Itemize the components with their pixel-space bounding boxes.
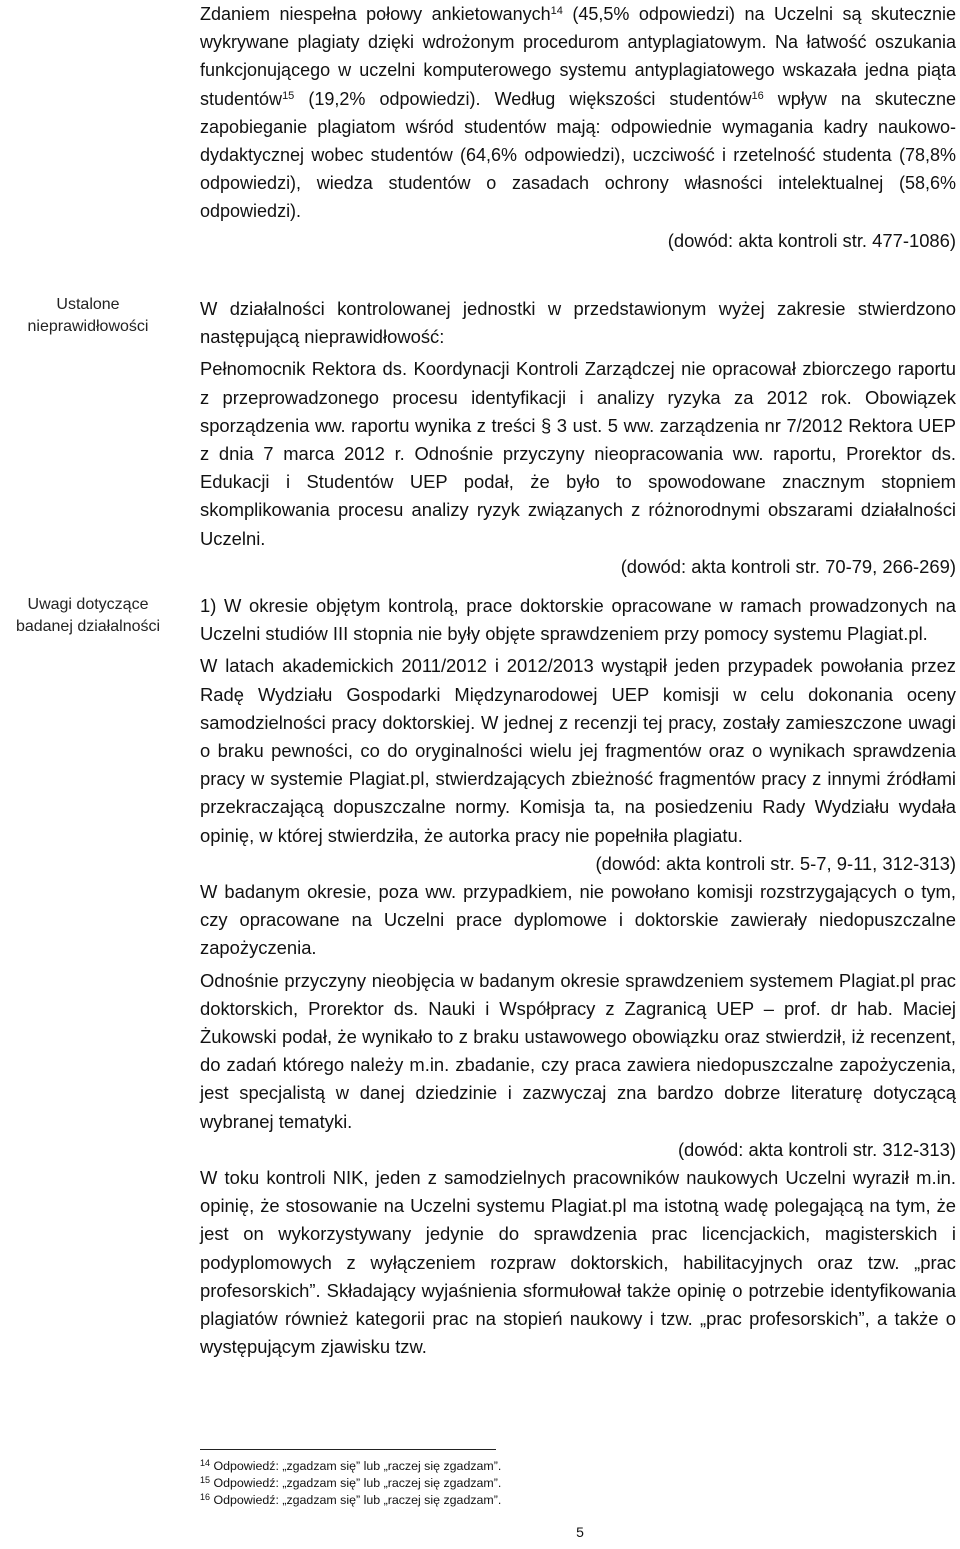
- footnote-ref-16: 16: [751, 89, 764, 102]
- findings-source: (dowód: akta kontroli str. 70-79, 266-269): [620, 555, 956, 577]
- remarks-paragraph-3: W badanym okresie, poza ww. przypadkiem, nie powołano komisji rozstrzygających o tym, czy opracowane na Uczelni prace dyplomowe i doktorskie zawierały niedopuszczalne zapożyczenia.: [200, 881, 956, 959]
- intro-text-2: (45,5% odpowiedzi) na Uczelni są skutecznie wykrywane plagiaty dzięki wdrożonym procedurom antyplagiatowym. Na łatwość oszukania funkcjonującego w uczelni komputerowego systemu antyplagiatowego wskazała jedna piąta studentów: [200, 4, 956, 109]
- side-label-remarks: Uwagi dotyczące badanej działalności: [15, 596, 161, 635]
- footnote-item: [200, 1492, 900, 1509]
- footnote-ref-15: 15: [282, 89, 295, 102]
- remarks-section: [200, 592, 956, 1361]
- remarks-paragraph-2: W latach akademickich 2011/2012 i 2012/2013 wystąpił jeden przypadek powołania przez Radę Wydziału Gospodarki Międzynarodowej UEP komisji w celu dokonania oceny samodzielności pracy doktorskiej. W jednej z recenzji tej pracy, zostały zamieszczone uwagi o braku pewności, co do oryginalności wielu jej fragmentów oraz o wynikach sprawdzenia pracy w systemie Plagiat.pl, stwierdzających zbieżność fragmentów pracy z innymi źródłami przekraczającą dopuszczalne normy. Komisja ta, na posiedzeniu Rady Wydziału wydała opinię, w której stwierdziła, że autorka pracy nie popełniła plagiatu.: [200, 655, 956, 846]
- footnotes: [200, 1458, 900, 1509]
- footnote-text: Odpowiedź: „zgadzam się” lub „raczej się zgadzam”.: [210, 1459, 502, 1473]
- findings-detail: Pełnomocnik Rektora ds. Koordynacji Kontroli Zarządczej nie opracował zbiorczego raportu z przeprowadzonego procesu identyfikacji i analizy ryzyka za 2012 rok. Obowiązek sporządzenia ww. raportu wynika z treści § 3 ust. 5 ww. zarządzenia nr 7/2012 Rektora UEP z dnia 7 marca 2012 r. Odnośnie przyczyny nieopracowania ww. raportu, Prorektor ds. Edukacji i Studentów UEP podał, że było to spowodowane znacznym stopniem skomplikowania procesu analizy ryzyk związanych z różnorodnymi obszarami działalności Uczelni.: [200, 358, 956, 549]
- remarks-paragraph-5: W toku kontroli NIK, jeden z samodzielnych pracowników naukowych Uczelni wyraził m.in. opinię, że stosowanie na Uczelni systemu Plagiat.pl ma istotną wadę polegającą na tym, że jest on wykorzystywany jedynie do sprawdzenia prac licencjackich, magisterskich i podyplomowych z wyłączeniem rozpraw doktorskich, habilitacyjnych oraz tzw. „prac profesorskich”. Składający wyjaśnienia sformułował także opinię o potrzebie identyfikowania plagiatów również kategorii prac na stopień naukowy i tzw. „prac profesorskich”, a także o występującym zjawisku tzw.: [200, 1167, 956, 1358]
- footnote-text: Odpowiedź: „zgadzam się” lub „raczej się zgadzam”.: [210, 1476, 502, 1490]
- remarks-source-1: (dowód: akta kontroli str. 5-7, 9-11, 312-313): [595, 852, 956, 874]
- footnote-ref-14: 14: [550, 5, 563, 17]
- findings-section: [200, 295, 956, 581]
- remarks-point-1: 1) W okresie objętym kontrolą, prace doktorskie opracowane w ramach prowadzonych na Uczelni studiów III stopnia nie były objęte sprawdzeniem przy pomocy systemu Plagiat.pl.: [200, 595, 956, 645]
- footnote-separator: [200, 1449, 496, 1450]
- footnote-number: 16: [200, 1492, 211, 1502]
- remarks-source-2: (dowód: akta kontroli str. 312-313): [677, 1138, 956, 1160]
- remarks-paragraph-4: Odnośnie przyczyny nieobjęcia w badanym okresie sprawdzeniem systemem Plagiat.pl prac doktorskich, Prorektor ds. Nauki i Współpracy z Zagranicą UEP – prof. dr hab. Maciej Żukowski podał, że wynikało to z braku ustawowego obowiązku oraz stwierdził, iż recenzent, do zadań którego należy m.in. zbadanie, czy praca zawiera niedopuszczalne zapożyczenia, jest specjalistą w danej dziedzinie i zazwyczaj zna bardzo dobrze literaturę dotyczącą wybranej tematyki.: [200, 969, 956, 1132]
- intro-section: [200, 0, 956, 255]
- footnote-number: 15: [200, 1475, 211, 1485]
- intro-text-4: wpływ na skuteczne zapobieganie plagiatom wśród studentów mają: odpowiednie wymagania kadry naukowo-dydaktycznej wobec studentów (64,6% odpowiedzi), uczciwość i rzetelność studenta (78,8% odpowiedzi), wiedza studentów o zasadach ochrony własności intelektualnej (58,6% odpowiedzi).: [200, 88, 957, 222]
- intro-source: (dowód: akta kontroli str. 477-1086): [667, 229, 956, 251]
- footnote-item: [200, 1458, 900, 1475]
- intro-text-3: (19,2% odpowiedzi). Według większości studentów: [294, 88, 752, 109]
- side-label-findings: Ustalone nieprawidłowości: [27, 296, 149, 335]
- footnote-item: [200, 1475, 900, 1492]
- footnote-number: 14: [200, 1458, 211, 1468]
- page-number: 5: [576, 1524, 584, 1540]
- intro-text-1: Zdaniem niespełna połowy ankietowanych: [200, 4, 551, 24]
- findings-intro: W działalności kontrolowanej jednostki w przedstawionym wyżej zakresie stwierdzono następującą nieprawidłowość:: [200, 298, 956, 348]
- footnote-text: Odpowiedź: „zgadzam się” lub „raczej się zgadzam”.: [210, 1493, 502, 1507]
- intro-paragraph: [200, 0, 956, 226]
